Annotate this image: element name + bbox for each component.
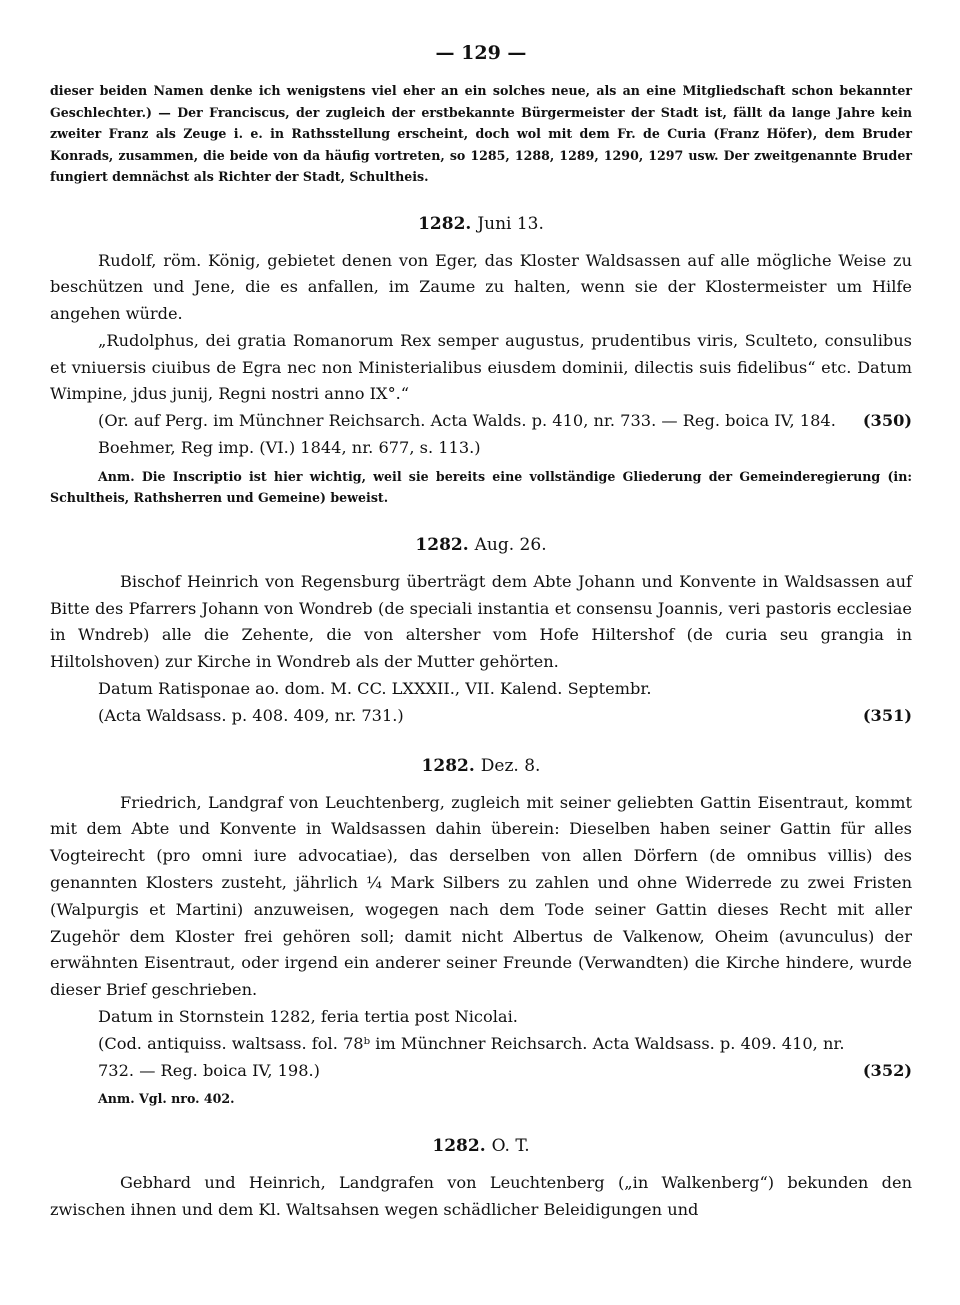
entry-number: (350) — [862, 411, 912, 431]
page-number: — 129 — — [435, 42, 527, 64]
entry-source: (Acta Waldsass. p. 408. 409, nr. 731.) — [98, 705, 404, 725]
entry-source: (Cod. antiquiss. waltsass. fol. 78ᵇ im Münchner Reichsarch. Acta Waldsass. p. 409. 410, nr. 732. — Reg. boica IV, 198.) — [98, 1033, 845, 1080]
entry-text: Rudolf, röm. König, gebietet denen von Eger, das Kloster Waldsassen auf alle mögliche Weise zu beschützen und Jene, die es anfallen, im Zaume zu halten, wenn sie der Klostermeister um Hilfe angehen würde. — [50, 250, 912, 324]
entry-year: 1282. — [421, 755, 475, 776]
entry-date — [50, 1136, 912, 1156]
entry-source-line — [50, 1031, 912, 1085]
entry-date — [50, 535, 912, 555]
entry-quote: „Rudolphus, dei gratia Romanorum Rex semper augustus, prudentibus viris, Sculteto, consulibus et vniuersis ciuibus de Egra nec non Ministerialibus eiusdem dominii, dilectis suis fidelibus“ etc. Datum Wimpine, jdus junij, Regni nostri anno IX°.“ — [50, 330, 912, 404]
entry-date — [50, 756, 912, 776]
entry-date — [50, 214, 912, 234]
entry-year: 1282. — [415, 534, 469, 555]
entry-text: Gebhard und Heinrich, Landgrafen von Leuchtenberg („in Walkenberg“) bekunden den zwischen ihnen und dem Kl. Waltsahsen wegen schädlicher Beleidigungen und — [50, 1172, 912, 1219]
intro-note: dieser beiden Namen denke ich wenigstens viel eher an ein solches neue, als an eine Mitgliedschaft schon bekannter Geschlechter.) — Der Franciscus, der zugleich der erstbekannte Bürgermeister der Stadt ist, fällt da lange Jahre kein zweiter Franz als Zeuge i. e. in Rathsstellung erscheint, doch wol mit dem Fr. de Curia (Franz Höfer), dem Bruder Konrads, zusammen, die beide von da häufig vortreten, so 1285, 1288, 1289, 1290, 1297 usw. Der zweitgenannte Bruder fungiert demnächst als Richter der Stadt, Schultheis. — [50, 83, 912, 184]
document-page — [50, 42, 912, 1224]
entry-datum: Datum Ratisponae ao. dom. M. CC. LXXXII., VII. Kalend. Septembr. — [98, 679, 652, 699]
entry-number: (351) — [862, 705, 912, 725]
entry-datum: Datum in Stornstein 1282, feria tertia post Nicolai. — [98, 1007, 518, 1027]
entry-year: 1282. — [432, 1135, 486, 1156]
entry-day: Dez. 8. — [480, 755, 541, 776]
entry-note: Anm. Die Inscriptio ist hier wichtig, weil sie bereits eine vollständige Gliederung der Gemeinderegierung (in: Schultheis, Rathsherren und Gemeine) beweist. — [50, 468, 912, 506]
entry-year: 1282. — [418, 213, 472, 234]
entry-text: Bischof Heinrich von Regensburg überträgt dem Abte Johann und Konvente in Waldsassen auf Bitte des Pfarrers Johann von Wondreb (de speciali instantia et consensu Joannis, veri pastoris ecclesiae in Wndreb) alle die Zehente, die von altersher vom Hofe Hiltershof (de curia seu grangia in Hiltolshoven) zur Kirche in Wondreb als der Mutter gehörten. — [50, 571, 912, 672]
entry-day: Juni 13. — [477, 213, 544, 234]
entry-number: (352) — [862, 1060, 912, 1080]
entry-source-line — [50, 408, 912, 462]
entry-day: Aug. 26. — [474, 534, 547, 555]
entry-source: (Or. auf Perg. im Münchner Reichsarch. Acta Walds. p. 410, nr. 733. — Reg. boica IV, 184. Boehmer, Reg imp. (VI.) 1844, nr. 677, s. 113.) — [98, 411, 836, 458]
entry-note: Anm. Vgl. nro. 402. — [98, 1091, 235, 1107]
entry-source-line — [50, 703, 912, 730]
entry-day: O. T. — [491, 1135, 530, 1156]
entry-text: Friedrich, Landgraf von Leuchtenberg, zugleich mit seiner geliebten Gattin Eisentraut, kommt mit dem Abte und Konvente in Waldsassen dahin überein: Dieselben haben seiner Gattin für alles Vogteirecht (pro omni iure advocatiae), das derselben von allen Dörfern (de omnibus villis) des genannten Klosters zusteht, jährlich ¼ Mark Silbers zu zahlen und ohne Widerrede zu zwei Fristen (Walpurgis et Martini) anzuweisen, wogegen nach dem Tode seiner Gattin dieses Recht mit aller Zugehör dem Kloster frei gehören soll; damit nicht Albertus de Valkenow, Oheim (avunculus) der erwähnten Eisentraut, oder irgend ein anderer seiner Freunde (Verwandten) die Kirche hindere, wurde dieser Brief geschrieben. — [50, 792, 912, 1000]
